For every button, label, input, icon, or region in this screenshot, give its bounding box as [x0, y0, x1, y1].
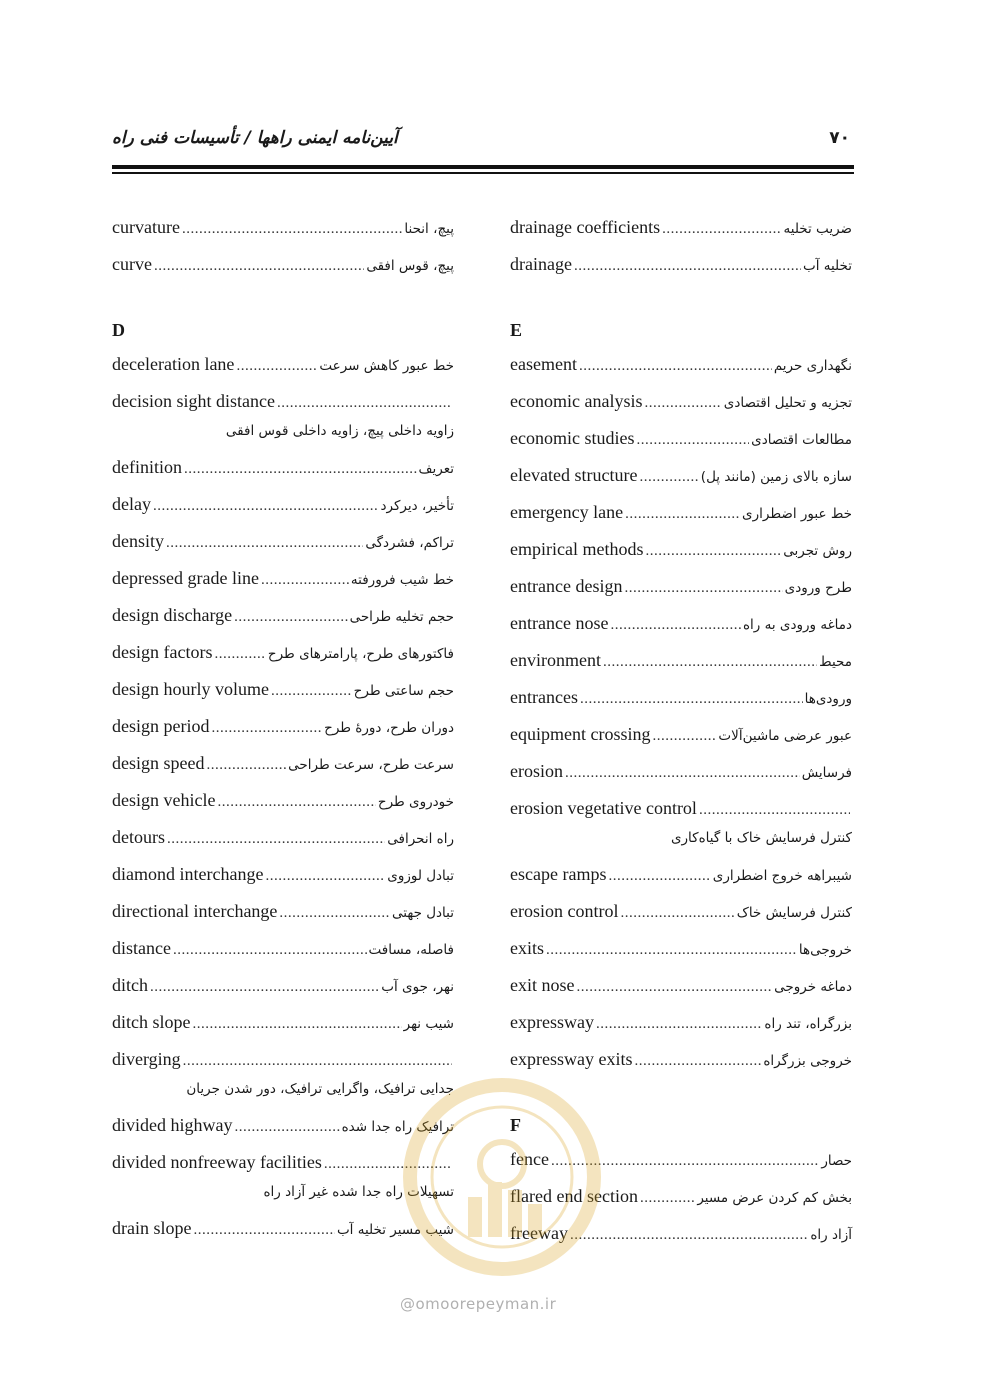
dot-leader [662, 221, 781, 238]
term-english: design period [112, 716, 210, 736]
glossary-entry [510, 753, 852, 790]
term-english: ditch [112, 975, 148, 995]
term-persian: آزاد راه [810, 1227, 852, 1243]
dot-leader [184, 461, 417, 478]
dot-leader [234, 1119, 339, 1136]
term-english: economic studies [510, 428, 635, 448]
glossary-entry [112, 383, 454, 449]
term-english: diverging [112, 1049, 181, 1069]
term-persian: خروجی بزرگراه [763, 1053, 852, 1069]
section-letter-d: D [112, 320, 125, 340]
term-persian: بخش کم کردن عرض مسیر [697, 1190, 852, 1206]
term-english: expressway [510, 1012, 594, 1032]
dot-leader [236, 358, 317, 375]
dot-leader [271, 683, 352, 700]
term-english: erosion vegetative control [510, 798, 697, 818]
term-persian: ضریب تخلیه [783, 221, 852, 237]
term-english: directional interchange [112, 901, 278, 921]
term-persian: فاصله، مسافت [368, 942, 454, 958]
term-english: delay [112, 494, 151, 514]
term-english: definition [112, 457, 182, 477]
page-number: ۷۰ [829, 128, 850, 148]
glossary-entry [112, 1041, 454, 1107]
page-header [112, 120, 854, 154]
dot-leader [644, 395, 721, 412]
glossary-entry [510, 1178, 852, 1215]
term-english: design hourly volume [112, 679, 269, 699]
glossary-entry [112, 1144, 454, 1210]
term-persian: مطالعات اقتصادی [751, 432, 852, 448]
glossary-entry [510, 1215, 852, 1252]
term-english: erosion [510, 761, 563, 781]
glossary-entry [510, 679, 852, 716]
term-english: depressed grade line [112, 568, 259, 588]
term-persian: پیچ، قوس افقی [366, 258, 454, 274]
dot-leader [636, 432, 749, 449]
term-english: equipment crossing [510, 724, 651, 744]
glossary-entry [112, 745, 454, 782]
dot-leader [625, 506, 740, 523]
term-persian: تراکم، فشردگی [365, 535, 454, 551]
term-persian: تعریف [418, 461, 454, 477]
term-english: environment [510, 650, 601, 670]
glossary-entry [112, 634, 454, 671]
dot-leader [620, 905, 734, 922]
glossary-entry [510, 383, 852, 420]
glossary-entry [112, 856, 454, 893]
dot-leader [577, 979, 773, 996]
glossary-entry [510, 346, 852, 383]
term-english: design vehicle [112, 790, 216, 810]
term-english: drainage [510, 254, 572, 274]
term-english: decision sight distance [112, 391, 275, 411]
term-persian: شیب نهر [403, 1016, 454, 1032]
term-english: entrances [510, 687, 578, 707]
term-persian: ترافیک راه جدا شده [341, 1119, 454, 1135]
term-persian: تجزیه و تحلیل اقتصادی [723, 395, 852, 411]
dot-leader [182, 221, 402, 238]
dot-leader [167, 831, 385, 848]
term-persian: خط عبور کاهش سرعت [319, 358, 454, 374]
glossary-entry [510, 209, 852, 246]
glossary-entry [510, 531, 852, 568]
term-persian: خروجی‌ها [798, 942, 852, 958]
term-persian-continued: تسهیلات راه جدا شده غیر آزاد راه [263, 1184, 454, 1200]
term-english: flared end section [510, 1186, 638, 1206]
term-persian: حجم ساعتی طرح [353, 683, 454, 699]
glossary-entry [510, 605, 852, 642]
term-persian: حصار [821, 1153, 852, 1169]
term-persian: تخلیه آب [802, 258, 852, 274]
dot-leader [574, 258, 801, 275]
term-english: entrance nose [510, 613, 609, 633]
term-english: easement [510, 354, 577, 374]
glossary-entry [112, 597, 454, 634]
term-english: entrance design [510, 576, 623, 596]
glossary-entry [510, 494, 852, 531]
term-persian: خط عبور اضطراری [742, 506, 852, 522]
term-persian: تبادل جهتی [392, 905, 454, 921]
dot-leader [324, 1156, 452, 1173]
term-persian: روش تجربی [783, 543, 852, 559]
term-persian: محیط [819, 654, 852, 670]
glossary-entry [112, 449, 454, 486]
term-english: exit nose [510, 975, 575, 995]
term-english: curvature [112, 217, 180, 237]
dot-leader [193, 1016, 402, 1033]
left-column [112, 209, 454, 1247]
term-english: diamond interchange [112, 864, 264, 884]
term-english: emergency lane [510, 502, 624, 522]
term-english: empirical methods [510, 539, 644, 559]
glossary-entry [112, 486, 454, 523]
term-english: fence [510, 1149, 549, 1169]
dot-leader [570, 1227, 808, 1244]
dot-leader [153, 498, 379, 515]
dot-leader [639, 469, 698, 486]
glossary-entry [510, 856, 852, 893]
term-persian: پیچ، انحنا [404, 221, 454, 237]
glossary-entry [112, 930, 454, 967]
glossary-entry [510, 1041, 852, 1078]
term-persian: تأخیر، دیرکرد [380, 498, 454, 514]
term-english: divided highway [112, 1115, 233, 1135]
term-english: divided nonfreeway facilities [112, 1152, 322, 1172]
dot-leader [603, 654, 817, 671]
header-rule-thick [112, 165, 854, 169]
dot-leader [193, 1222, 334, 1239]
term-english: economic analysis [510, 391, 643, 411]
glossary-entry [112, 819, 454, 856]
glossary-entry [112, 782, 454, 819]
term-persian: شیبراهه خروج اضطراری [712, 868, 852, 884]
term-persian: حجم تخلیه طراحی [349, 609, 454, 625]
term-persian: خط شیب فرورفته [350, 572, 454, 588]
term-english: expressway exits [510, 1049, 633, 1069]
watermark-url: @omoorepeyman.ir [400, 1295, 557, 1313]
dot-leader [551, 1153, 819, 1170]
section-letter-e: E [510, 320, 523, 340]
term-persian: کنترل فرسایش خاک [736, 905, 852, 921]
dot-leader [640, 1190, 695, 1207]
dot-leader [608, 868, 710, 885]
dot-leader [214, 646, 265, 663]
dot-leader [277, 395, 452, 412]
section-letter-f: F [510, 1115, 521, 1135]
glossary-entry [510, 420, 852, 457]
glossary-entry [510, 967, 852, 1004]
term-persian: طرح ورودی [784, 580, 852, 596]
dot-leader [624, 580, 782, 597]
right-column [510, 209, 852, 1252]
term-english: ditch slope [112, 1012, 191, 1032]
term-english: design speed [112, 753, 205, 773]
dot-leader [634, 1053, 761, 1070]
term-persian: فرسایش [801, 765, 852, 781]
term-persian: تبادل لوزوی [387, 868, 454, 884]
glossary-entry [112, 671, 454, 708]
dot-leader [211, 720, 322, 737]
dot-leader [206, 757, 286, 774]
term-persian-continued: زاویه داخلی پیچ، زاویه داخلی قوس افقی [225, 423, 454, 439]
dot-leader [580, 691, 803, 708]
dot-leader [265, 868, 385, 885]
term-persian: فاکتورهای طرح، پارامترهای طرح [267, 646, 454, 662]
dot-leader [579, 358, 772, 375]
glossary-entry [112, 560, 454, 597]
dot-leader [234, 609, 347, 626]
term-english: detours [112, 827, 165, 847]
term-persian-continued: جدایی ترافیک، واگرایی ترافیک، دور شدن جریان [186, 1081, 454, 1097]
term-persian: دماغه خروجی [774, 979, 852, 995]
dot-leader [610, 617, 741, 634]
glossary-entry [112, 346, 454, 383]
glossary-entry [112, 1004, 454, 1041]
term-english: density [112, 531, 164, 551]
dot-leader [183, 1053, 452, 1070]
term-english: curve [112, 254, 152, 274]
term-persian-continued: کنترل فرسایش خاک با گیاه‌کاری [670, 830, 852, 846]
term-english: design discharge [112, 605, 233, 625]
glossary-entry [112, 209, 454, 246]
term-english: drain slope [112, 1218, 192, 1238]
dot-leader [261, 572, 349, 589]
term-persian: نهر، جوی آب [381, 979, 454, 995]
glossary-entry [112, 523, 454, 560]
glossary-entry [112, 1210, 454, 1247]
term-english: elevated structure [510, 465, 638, 485]
term-persian: سازه بالای زمین (مانند پل) [700, 469, 852, 485]
glossary-entry [112, 893, 454, 930]
term-english: distance [112, 938, 171, 958]
term-persian: ورودی‌ها [804, 691, 852, 707]
dot-leader [546, 942, 797, 959]
term-persian: عبور عرضی ماشین‌آلات [718, 728, 852, 744]
dot-leader [154, 258, 364, 275]
term-persian: دماغه ورودی به راه [742, 617, 852, 633]
term-persian: دوران طرح، دورهٔ طرح [324, 720, 454, 736]
glossary-entry [510, 930, 852, 967]
dot-leader [699, 802, 850, 819]
glossary-entry [510, 893, 852, 930]
glossary-entry [510, 568, 852, 605]
dot-leader [596, 1016, 762, 1033]
dot-leader [166, 535, 363, 552]
glossary-entry [510, 457, 852, 494]
term-english: exits [510, 938, 544, 958]
term-persian: خودروی طرح [377, 794, 454, 810]
dot-leader [652, 728, 716, 745]
glossary-entry [510, 790, 852, 856]
dot-leader [279, 905, 390, 922]
dot-leader [565, 765, 800, 782]
term-persian: راه انحرافی [387, 831, 454, 847]
glossary-entry [510, 642, 852, 679]
glossary-entry [510, 246, 852, 283]
running-title: آیین‌نامه ایمنی راهها / تأسیسات فنی راه [112, 128, 398, 148]
term-persian: شیب مسیر تخلیه آب [336, 1222, 454, 1238]
header-rule-thin [112, 172, 854, 174]
glossary-entry [112, 967, 454, 1004]
term-english: deceleration lane [112, 354, 235, 374]
dot-leader [173, 942, 367, 959]
dot-leader [645, 543, 781, 560]
term-persian: بزرگراه، تند راه [764, 1016, 852, 1032]
term-persian: نگهداری حریم [773, 358, 852, 374]
glossary-entry [112, 1107, 454, 1144]
term-english: erosion control [510, 901, 619, 921]
glossary-entry [112, 708, 454, 745]
term-persian: سرعت طرح، سرعت طراحی [288, 757, 454, 773]
term-english: escape ramps [510, 864, 607, 884]
term-english: design factors [112, 642, 213, 662]
glossary-entry [510, 1004, 852, 1041]
term-english: freeway [510, 1223, 568, 1243]
glossary-entry [510, 1141, 852, 1178]
glossary-entry [510, 716, 852, 753]
glossary-entry [112, 246, 454, 283]
dot-leader [217, 794, 375, 811]
term-english: drainage coefficients [510, 217, 661, 237]
dot-leader [150, 979, 379, 996]
